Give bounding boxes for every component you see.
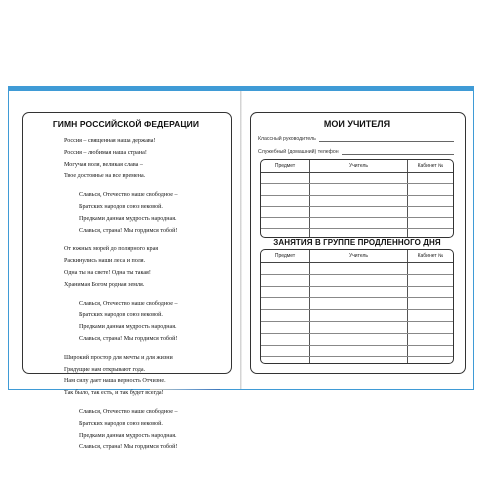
class-teacher-label: Классный руководитель: [258, 136, 316, 142]
table-row: [261, 334, 453, 346]
room-cell[interactable]: [407, 173, 453, 183]
teacher-cell[interactable]: [309, 196, 407, 206]
room-cell[interactable]: [407, 275, 453, 286]
room-cell[interactable]: [407, 357, 453, 364]
verse-line: Хранимая Богом родная земля.: [64, 281, 145, 288]
chorus-line: Предками данная мудрость народная.: [79, 324, 177, 331]
subject-cell[interactable]: [261, 357, 309, 364]
teacher-cell[interactable]: [309, 173, 407, 183]
table-row: [261, 357, 453, 364]
teacher-cell[interactable]: [309, 287, 407, 298]
table-row: [261, 196, 453, 207]
extended-day-table-header: [261, 250, 453, 263]
stanza-gap: [64, 400, 224, 407]
chorus-line: Братских народов союз вековой.: [79, 203, 163, 210]
header-teacher: Учитель: [309, 250, 407, 262]
subject-cell[interactable]: [261, 207, 309, 217]
room-cell[interactable]: [407, 263, 453, 274]
table-row: [261, 346, 453, 358]
verse-line: Широкий простор для мечты и для жизни: [64, 354, 173, 361]
verse-line: Одна ты на свете! Одна ты такая!: [64, 269, 151, 276]
chorus-line: Предками данная мудрость народная.: [79, 432, 177, 439]
chorus-line: Славься, Отечество наше свободное –: [79, 300, 178, 307]
chorus-line: Славься, страна! Мы гордимся тобой!: [79, 335, 178, 342]
room-cell[interactable]: [407, 310, 453, 321]
teacher-cell[interactable]: [309, 218, 407, 228]
room-cell[interactable]: [407, 322, 453, 333]
chorus-line: Славься, страна! Мы гордимся тобой!: [79, 227, 178, 234]
room-cell[interactable]: [407, 346, 453, 357]
table-row: [261, 263, 453, 275]
extended-day-table: [260, 249, 454, 364]
header-room: Кабинет №: [407, 250, 453, 262]
verse-line: Грядущие нам открывают года.: [64, 366, 146, 373]
table-row: [261, 287, 453, 299]
stanza-gap: [64, 183, 224, 190]
stanza-gap: [64, 237, 224, 244]
notebook-spine: [240, 91, 242, 389]
table-row: [261, 298, 453, 310]
table-row: [261, 310, 453, 322]
teacher-cell[interactable]: [309, 357, 407, 364]
subject-cell[interactable]: [261, 218, 309, 228]
room-cell[interactable]: [407, 334, 453, 345]
verse-line: Нам силу дает наша верность Отчизне.: [64, 378, 166, 385]
room-cell[interactable]: [407, 207, 453, 217]
subject-cell[interactable]: [261, 184, 309, 194]
table-row: [261, 275, 453, 287]
extended-day-title: ЗАНЯТИЯ В ГРУППЕ ПРОДЛЕННОГО ДНЯ: [273, 238, 441, 247]
chorus-line: Славься, Отечество наше свободное –: [79, 408, 178, 415]
extended-day-table-body: [261, 263, 453, 364]
room-cell[interactable]: [407, 218, 453, 228]
room-cell[interactable]: [407, 229, 453, 238]
subject-cell[interactable]: [261, 298, 309, 309]
verse-line: Раскинулись наши леса и поля.: [64, 258, 146, 265]
teachers-title: МОИ УЧИТЕЛЯ: [323, 119, 391, 129]
stanza-gap: [64, 346, 224, 353]
teacher-cell[interactable]: [309, 275, 407, 286]
anthem-text: [64, 136, 224, 454]
table-row: [261, 173, 453, 184]
subject-cell[interactable]: [261, 263, 309, 274]
subject-cell[interactable]: [261, 287, 309, 298]
verse-line: Россия – любимая наша страна!: [64, 149, 147, 156]
teachers-table: [260, 159, 454, 238]
header-subject: Предмет: [274, 253, 296, 259]
teacher-cell[interactable]: [309, 298, 407, 309]
teacher-cell[interactable]: [309, 263, 407, 274]
anthem-title: ГИМН РОССИЙСКОЙ ФЕДЕРАЦИИ: [52, 119, 200, 129]
class-teacher-field[interactable]: [258, 132, 454, 142]
teacher-cell[interactable]: [309, 322, 407, 333]
table-row: [261, 207, 453, 218]
teacher-cell[interactable]: [309, 334, 407, 345]
chorus-line: Братских народов союз вековой.: [79, 312, 163, 319]
room-cell[interactable]: [407, 298, 453, 309]
subject-cell[interactable]: [261, 322, 309, 333]
teacher-cell[interactable]: [309, 184, 407, 194]
subject-cell[interactable]: [261, 173, 309, 183]
teacher-cell[interactable]: [309, 310, 407, 321]
teachers-table-header: [261, 160, 453, 173]
chorus-line: Братских народов союз вековой.: [79, 420, 163, 427]
room-cell[interactable]: [407, 184, 453, 194]
chorus-line: Славься, Отечество наше свободное –: [79, 192, 178, 199]
subject-cell[interactable]: [261, 346, 309, 357]
header-subject: Предмет: [274, 163, 296, 169]
teacher-cell[interactable]: [309, 346, 407, 357]
verse-line: Твое достоянье на все времена.: [64, 173, 146, 180]
room-cell[interactable]: [407, 196, 453, 206]
subject-cell[interactable]: [261, 196, 309, 206]
class-teacher-line[interactable]: [319, 134, 454, 142]
subject-cell[interactable]: [261, 310, 309, 321]
verse-line: Могучая воля, великая слава –: [64, 161, 143, 168]
teacher-cell[interactable]: [309, 207, 407, 217]
teachers-table-body: [261, 173, 453, 238]
room-cell[interactable]: [407, 287, 453, 298]
chorus-line: Славься, страна! Мы гордимся тобой!: [79, 444, 178, 451]
table-row: [261, 218, 453, 229]
phone-line[interactable]: [342, 147, 454, 155]
verse-line: Россия – священная наша держава!: [64, 138, 156, 144]
subject-cell[interactable]: [261, 275, 309, 286]
subject-cell[interactable]: [261, 334, 309, 345]
table-row: [261, 322, 453, 334]
chorus-line: Предками данная мудрость народная.: [79, 215, 177, 222]
phone-field[interactable]: [258, 145, 454, 155]
verse-line: Так было, так есть, и так будет всегда!: [64, 390, 164, 397]
header-room: Кабинет №: [407, 160, 453, 172]
table-row: [261, 229, 453, 238]
verse-line: От южных морей до полярного края: [64, 246, 159, 253]
table-row: [261, 184, 453, 195]
phone-label: Служебный (домашний) телефон: [258, 149, 339, 155]
header-teacher: Учитель: [309, 160, 407, 172]
stanza-gap: [64, 292, 224, 299]
subject-cell[interactable]: [261, 229, 309, 238]
teacher-cell[interactable]: [309, 229, 407, 238]
